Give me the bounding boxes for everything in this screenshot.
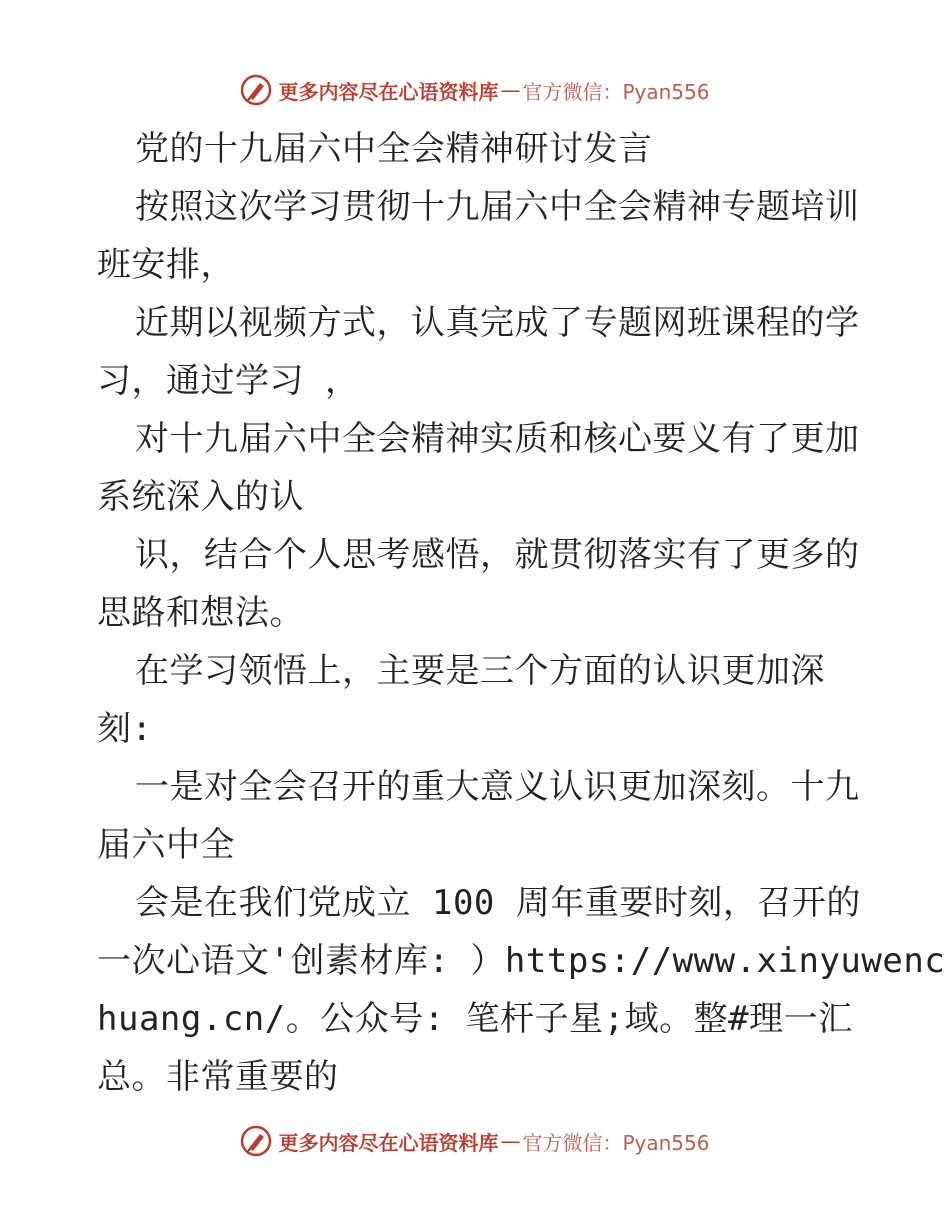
watermark-separator: — xyxy=(500,78,521,102)
watermark-main-text: 更多内容尽在心语资料库 xyxy=(278,79,499,104)
pen-logo-icon xyxy=(240,1125,272,1157)
watermark-sub-text: 官方微信：Pyan556 xyxy=(522,1130,710,1155)
paragraph-line: 思路和想法。 xyxy=(97,593,304,633)
paragraph-line: 识，结合个人思考感悟，就贯彻落实有了更多的 xyxy=(135,535,860,575)
document-title: 党的十九届六中全会精神研讨发言 xyxy=(135,129,653,169)
paragraph-line: 按照这次学习贯彻十九届六中全会精神专题培训 xyxy=(135,187,860,227)
watermark-separator: — xyxy=(500,1129,521,1153)
paragraph-line: 总。非常重要的 xyxy=(97,1057,339,1097)
paragraph-line: 会是在我们党成立 100 周年重要时刻，召开的 xyxy=(135,883,861,923)
paragraph-line: 班安排， xyxy=(97,245,235,285)
paragraph-line: huang.cn/。公众号: 笔杆子星;域。整#理一汇 xyxy=(97,999,853,1039)
footer-watermark xyxy=(0,1121,950,1161)
paragraph-line: 刻: xyxy=(97,709,153,749)
paragraph-line: 届六中全 xyxy=(97,825,235,865)
header-watermark xyxy=(0,70,950,110)
watermark-sub-text: 官方微信：Pyan556 xyxy=(522,79,710,104)
paragraph-line: 一是对全会召开的重大意义认识更加深刻。十九 xyxy=(135,767,860,807)
paragraph-line: 系统深入的认 xyxy=(97,477,304,517)
paragraph-line: 在学习领悟上，主要是三个方面的认识更加深 xyxy=(135,651,825,691)
paragraph-line: 对十九届六中全会精神实质和核心要义有了更加 xyxy=(135,419,860,459)
document-body xyxy=(97,120,946,1106)
paragraph-line: 近期以视频方式，认真完成了专题网班课程的学 xyxy=(135,303,860,343)
pen-logo-icon xyxy=(240,74,272,106)
paragraph-line: 习，通过学习 ， xyxy=(97,361,360,401)
watermark-main-text: 更多内容尽在心语资料库 xyxy=(278,1130,499,1155)
paragraph-line: 一次心语文'创素材库: ）https://www.xinyuwenc xyxy=(97,941,946,981)
